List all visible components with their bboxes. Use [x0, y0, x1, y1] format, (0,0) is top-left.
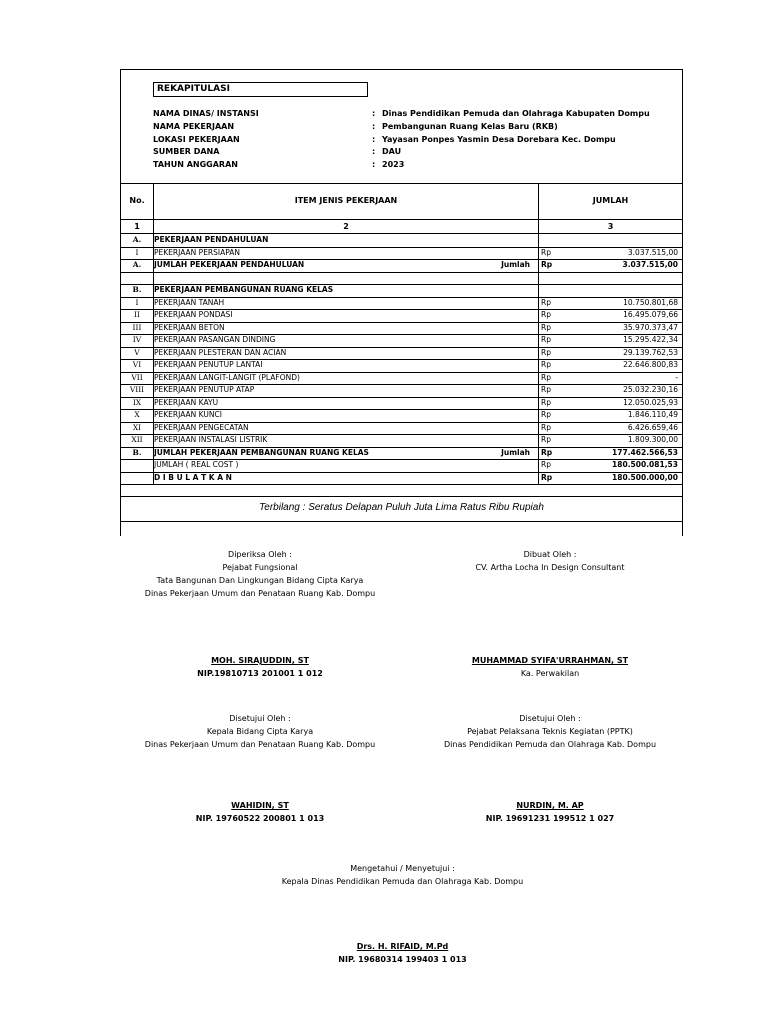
- sig-title: Ka. Perwakilan: [520, 669, 580, 678]
- row-currency: Rp: [541, 447, 553, 457]
- table-row: [121, 322, 682, 334]
- table-row: [121, 409, 682, 421]
- row-no: B.: [132, 285, 142, 294]
- row-currency: Rp: [541, 297, 551, 307]
- table-row: [121, 359, 682, 371]
- signature-block-dibuat: [410, 548, 690, 680]
- row-jumlah-label: Jumlah: [501, 260, 530, 269]
- row-no: III: [132, 322, 142, 332]
- signature-block-diperiksa: [120, 548, 400, 680]
- row-no: A.: [132, 260, 142, 269]
- table-row: [121, 284, 682, 296]
- row-item: PEKERJAAN PENDAHULUAN: [154, 235, 269, 244]
- table-row: [121, 347, 682, 359]
- signature-block-disetujui-kabid: [120, 712, 400, 825]
- row-no: A.: [132, 235, 142, 244]
- row-currency: Rp: [541, 422, 551, 432]
- row-currency: Rp: [541, 360, 551, 369]
- terbilang-bottom-border: [120, 521, 683, 522]
- row-no: I: [135, 247, 139, 257]
- sig-role: Disetujui Oleh :: [519, 714, 581, 723]
- row-no: IV: [132, 335, 142, 344]
- row-value: 177.462.566,53: [612, 447, 678, 457]
- header-jumlah: JUMLAH: [592, 196, 629, 205]
- header-no: No.: [129, 196, 145, 205]
- row-item: PEKERJAAN INSTALASI LISTRIK: [154, 435, 268, 444]
- row-no: I: [135, 297, 139, 307]
- row-value: 25.032.230,16: [623, 385, 678, 394]
- row-item: JUMLAH PEKERJAAN PENDAHULUAN: [154, 260, 305, 269]
- info-value: Yayasan Ponpes Yasmin Desa Dorebara Kec. Dompu: [382, 135, 616, 144]
- row-no: VII: [131, 372, 143, 382]
- row-item: PEKERJAAN KAYU: [154, 397, 219, 407]
- table-row: [121, 259, 682, 271]
- sig-position: Pejabat Pelaksana Teknis Kegiatan (PPTK): [467, 727, 633, 736]
- table-row: [121, 309, 682, 321]
- row-item: PEKERJAAN PENUTUP LANTAI: [154, 360, 263, 369]
- table-row: [121, 372, 682, 384]
- row-currency: Rp: [541, 322, 551, 332]
- row-currency: Rp: [541, 460, 551, 469]
- sig-role: Mengetahui / Menyetujui :: [350, 864, 455, 873]
- info-label: NAMA PEKERJAAN: [153, 122, 235, 131]
- row-value: 180.500.000,00: [612, 472, 678, 482]
- row-value: 6.426.659,46: [627, 422, 678, 432]
- table-row: [121, 447, 682, 459]
- sig-agency: Dinas Pendidikan Pemuda dan Olahraga Kab. Dompu: [443, 740, 657, 749]
- table-row: [121, 459, 682, 471]
- table-row: [121, 272, 682, 284]
- table-row: [121, 472, 682, 484]
- sig-role: Diperiksa Oleh :: [228, 550, 292, 559]
- row-item: PEKERJAAN PERSIAPAN: [154, 247, 241, 257]
- sig-agency: Dinas Pekerjaan Umum dan Penataan Ruang Kab. Dompu: [144, 740, 376, 749]
- table-row: [121, 384, 682, 396]
- table-top-border: [120, 183, 683, 184]
- sig-agency: Dinas Pekerjaan Umum dan Penataan Ruang Kab. Dompu: [144, 589, 376, 598]
- row-currency: Rp: [541, 410, 551, 419]
- row-item: JUMLAH PEKERJAAN PEMBANGUNAN RUANG KELAS: [154, 447, 369, 457]
- table-row: [121, 247, 682, 259]
- row-item: PEKERJAAN BETON: [154, 322, 225, 332]
- row-item: PEKERJAAN PEMBANGUNAN RUANG KELAS: [154, 285, 334, 294]
- row-jumlah-label: Jumlah: [501, 447, 530, 457]
- row-value: -: [675, 372, 678, 382]
- row-item: PEKERJAAN PONDASI: [154, 310, 233, 319]
- row-currency: Rp: [541, 347, 551, 357]
- signature-block-disetujui-pptk: [410, 712, 690, 825]
- row-currency: Rp: [541, 472, 553, 482]
- sig-name: MOH. SIRAJUDDIN, ST: [211, 656, 309, 665]
- row-separator: [120, 484, 683, 485]
- row-currency: Rp: [541, 335, 551, 344]
- colnum-jumlah: 3: [607, 222, 614, 231]
- row-value: 10.750.801,68: [623, 297, 678, 307]
- row-no: VIII: [129, 385, 145, 394]
- sig-position: Kepala Dinas Pendidikan Pemuda dan Olahraga Kab. Dompu: [281, 877, 524, 886]
- row-value: 16.495.079,66: [623, 310, 678, 319]
- row-no: II: [134, 310, 140, 319]
- signature-block-mengetahui: [230, 862, 575, 966]
- sig-role: Disetujui Oleh :: [229, 714, 291, 723]
- row-item: PEKERJAAN KUNCI: [154, 410, 222, 419]
- row-value: 29.139.762,53: [623, 347, 678, 357]
- info-value: Dinas Pendidikan Pemuda dan Olahraga Kabupaten Dompu: [382, 109, 650, 118]
- row-currency: Rp: [541, 247, 551, 257]
- table-row: [121, 297, 682, 309]
- info-label: TAHUN ANGGARAN: [153, 160, 238, 169]
- sig-name: MUHAMMAD SYIFA'URRAHMAN, ST: [471, 656, 629, 665]
- row-no: XI: [132, 422, 142, 432]
- row-no: V: [134, 347, 140, 357]
- row-item: PEKERJAAN LANGIT-LANGIT (PLAFOND): [154, 372, 300, 382]
- row-item: D I B U L A T K A N: [154, 472, 232, 482]
- row-no: IX: [132, 397, 142, 407]
- row-no: XII: [131, 435, 143, 444]
- row-item: PEKERJAAN TANAH: [154, 297, 225, 307]
- info-colon: :: [372, 160, 376, 169]
- row-no: B.: [132, 447, 142, 457]
- info-label: SUMBER DANA: [153, 147, 220, 156]
- row-value: 1.846.110,49: [627, 410, 678, 419]
- sig-nip: NIP. 19760522 200801 1 013: [195, 814, 325, 823]
- row-value: 3.037.515,00: [622, 260, 678, 269]
- info-label: NAMA DINAS/ INSTANSI: [153, 109, 259, 118]
- colnum-no: 1: [134, 222, 140, 231]
- table-row: [121, 434, 682, 446]
- row-value: 35.970.373,47: [623, 322, 678, 332]
- row-item: PEKERJAAN PLESTERAN DAN ACIAN: [154, 347, 287, 357]
- info-value: Pembangunan Ruang Kelas Baru (RKB): [382, 122, 558, 131]
- row-no: VI: [132, 360, 142, 369]
- row-value: 3.037.515,00: [627, 247, 678, 257]
- sig-nip: NIP. 19691231 199512 1 027: [485, 814, 615, 823]
- row-currency: Rp: [541, 435, 551, 444]
- info-colon: :: [372, 147, 376, 156]
- sig-unit: Tata Bangunan Dan Lingkungan Bidang Cipta Karya: [156, 576, 364, 585]
- row-currency: Rp: [541, 397, 551, 407]
- sig-role: Dibuat Oleh :: [523, 550, 577, 559]
- row-value: 22.646.800,83: [623, 360, 678, 369]
- sig-name: WAHIDIN, ST: [231, 801, 289, 810]
- info-label: LOKASI PEKERJAAN: [153, 135, 240, 144]
- info-colon: :: [372, 109, 376, 118]
- row-currency: Rp: [541, 372, 551, 382]
- sig-company: CV. Artha Locha In Design Consultant: [475, 563, 625, 572]
- row-value: 1.809.300,00: [627, 435, 678, 444]
- table-row: [121, 334, 682, 346]
- row-item: PEKERJAAN PASANGAN DINDING: [154, 335, 276, 344]
- sig-nip: NIP.19810713 201001 1 012: [197, 669, 323, 678]
- sig-name: Drs. H. RIFAID, M.Pd: [356, 942, 449, 951]
- table-row: [121, 422, 682, 434]
- document-title: REKAPITULASI: [153, 82, 368, 97]
- sig-nip: NIP. 19680314 199403 1 013: [338, 955, 467, 964]
- sig-position: Kepala Bidang Cipta Karya: [206, 727, 314, 736]
- header-item: ITEM JENIS PEKERJAAN: [294, 196, 398, 205]
- row-value: 15.295.422,34: [623, 335, 678, 344]
- table-row: [121, 397, 682, 409]
- info-colon: :: [372, 135, 376, 144]
- row-item: PEKERJAAN PENUTUP ATAP: [154, 385, 255, 394]
- terbilang-text: Terbilang : Seratus Delapan Puluh Juta Lima Ratus Ribu Rupiah: [259, 502, 544, 513]
- row-value: 12.050.025,93: [623, 397, 678, 407]
- row-value: 180.500.081,53: [612, 460, 678, 469]
- sig-position: Pejabat Fungsional: [222, 563, 298, 572]
- row-currency: Rp: [541, 310, 551, 319]
- table-row: [121, 234, 682, 246]
- terbilang-top-border: [120, 496, 683, 497]
- sig-name: NURDIN, M. AP: [516, 801, 584, 810]
- row-currency: Rp: [541, 385, 551, 394]
- row-currency: Rp: [541, 260, 553, 269]
- info-colon: :: [372, 122, 376, 131]
- info-value: 2023: [382, 160, 405, 169]
- colnum-item: 2: [343, 222, 349, 231]
- row-item: JUMLAH ( REAL COST ): [154, 460, 239, 469]
- info-value: DAU: [382, 147, 402, 156]
- row-no: X: [134, 410, 140, 419]
- row-item: PEKERJAAN PENGECATAN: [154, 422, 249, 432]
- header-divider: [120, 219, 683, 220]
